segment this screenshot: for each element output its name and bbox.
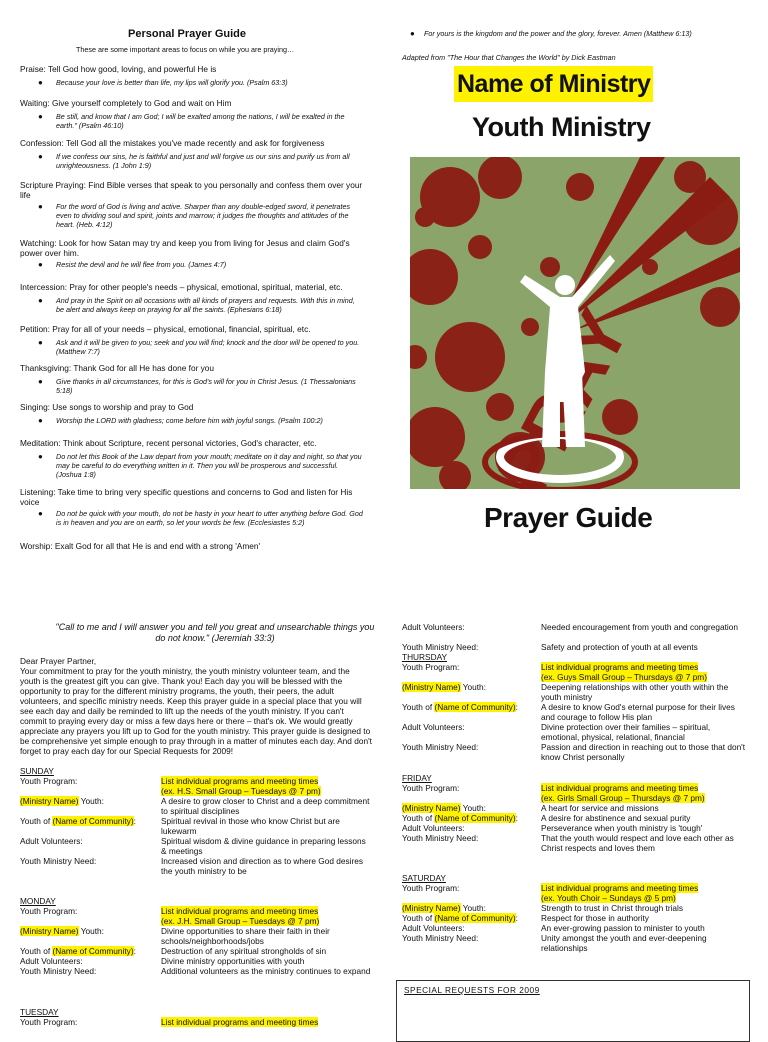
youth-of-label: Youth of [402, 702, 435, 712]
guide-item-verse: For the word of God is living and active. Sharper than any double-edged sword, it penetrates even to dividing soul and spirit, joints and marrow; it judges the thoughts and attitudes of the heart. (Heb. 4:12) [56, 202, 351, 229]
guide-item-verse: Do not let this Book of the Law depart from your mouth; meditate on it day and night, so that you may be careful to do everything written in it. Then you will be prosperous and successful. (Joshua 1:8) [56, 452, 362, 479]
youth-program-value [161, 1017, 371, 1027]
programs-note: List individual programs and meeting times [541, 662, 699, 672]
day-name: SATURDAY [402, 873, 446, 883]
colon: : [515, 913, 518, 923]
ministry-need-label: Youth Ministry Need: [402, 933, 479, 943]
ministry-name-placeholder: (Ministry Name) [20, 926, 79, 936]
youth-label: Youth: [460, 682, 486, 692]
ministry-youth-label [402, 803, 486, 813]
programs-note: List individual programs and meeting times [541, 883, 699, 893]
guide-title: Personal Prayer Guide [128, 28, 246, 40]
letter-greeting: Dear Prayer Partner, [20, 656, 97, 666]
colon: : [133, 946, 136, 956]
letter-body: Your commitment to pray for the youth ministry, the youth ministry volunteer team, and the youth is the greatest gift you can give. Thank you! Each day you will be blessed with the opportunity to pray for the different ministry programs, the youth, their peers, the adult volunteers, and specific ministry needs. Keep this prayer guide in a special place that you will see each day and daily be reminded to lift up the needs of the youth ministry. If you can't commit to praying every day or miss a few days here or there – that's ok. We would greatly appreciate any prayers you lift up to God for the youth ministry. This prayer guide is designed to be comprehensive yet simple enough to pray through in a matter of minutes each day. And don't forget to pray each day for our Special Requests for 2009! [20, 666, 372, 756]
programs-note: List individual programs and meeting times [161, 1017, 319, 1027]
youth-label: Youth: [78, 926, 104, 936]
youth-label: Youth: [78, 796, 104, 806]
adult-volunteers-label: Adult Volunteers: [20, 956, 83, 966]
ministry-youth-label [20, 796, 104, 806]
youth-program-label: Youth Program: [402, 662, 460, 672]
bullet-icon: ● [38, 377, 43, 386]
adult-volunteers-label: Adult Volunteers: [402, 923, 465, 933]
ministry-need-value: Unity amongst the youth and ever-deepening relationships [541, 933, 707, 953]
youth-program-label: Youth Program: [20, 776, 78, 786]
ministry-name-placeholder: (Ministry Name) [402, 803, 461, 813]
guide-item-heading: Confession: Tell God all the mistakes you've made recently and ask for forgiveness [20, 138, 325, 148]
colon: : [515, 702, 518, 712]
programs-example: (ex. Girls Small Group – Thursdays @ 7 pm) [541, 793, 705, 803]
youth-label: Youth: [460, 903, 486, 913]
programs-note: List individual programs and meeting times [161, 776, 319, 786]
community-placeholder: (Name of Community) [434, 913, 516, 923]
bullet-icon: ● [38, 296, 43, 305]
ministry-need-label: Youth Ministry Need: [20, 966, 97, 976]
youth-program-value [541, 783, 749, 803]
community-value: A desire to know God's eternal purpose for their lives and courage to follow His plan [541, 702, 735, 722]
day-name: MONDAY [20, 896, 56, 906]
bullet-icon: ● [410, 29, 415, 38]
community-placeholder: (Name of Community) [52, 816, 134, 826]
youth-of-label: Youth of [402, 913, 435, 923]
guide-item-verse: Ask and it will be given to you; seek and you will find; knock and the door will be opened to you. (Matthew 7:7) [56, 338, 360, 356]
bullet-icon: ● [38, 152, 43, 161]
programs-example: (ex. H.S. Small Group – Tuesdays @ 7 pm) [161, 786, 321, 796]
guide-item-verse: Resist the devil and he will flee from you. (James 4:7) [56, 260, 227, 269]
guide-item-heading: Watching: Look for how Satan may try and keep you from living for Jesus and claim God's power over him. [20, 238, 350, 258]
bullet-icon: ● [38, 416, 43, 425]
adult-volunteers-label: Adult Volunteers: [402, 823, 465, 833]
ministry-need-label: Youth Ministry Need: [20, 856, 97, 866]
guide-item-heading: Petition: Pray for all of your needs – physical, emotional, financial, spiritual, etc. [20, 324, 311, 334]
letter-quote: "Call to me and I will answer you and tell you great and unsearchable things you do not know." (Jeremiah 33:3) [55, 622, 375, 643]
ministry-youth-value: Divine opportunities to share their faith in their schools/neighborhoods/jobs [161, 926, 330, 946]
ministry-need-value: Passion and direction in reaching out to those that don't know Christ personally [541, 742, 746, 762]
community-placeholder: (Name of Community) [434, 813, 516, 823]
youth-of-label: Youth of [20, 816, 53, 826]
community-placeholder: (Name of Community) [52, 946, 134, 956]
youth-program-label: Youth Program: [402, 883, 460, 893]
guide-subtitle: These are some important areas to focus on while you are praying… [76, 45, 295, 54]
youth-program-value [161, 776, 371, 796]
community-value: A desire for abstinence and sexual purity [541, 813, 691, 823]
community-label [402, 813, 518, 823]
guide-item-verse: If we confess our sins, he is faithful and just and will forgive us our sins and purify us from all unrighteousness. (1 John 1:9) [56, 152, 350, 170]
ministry-need-value: Safety and protection of youth at all events [541, 642, 698, 652]
ministry-name-placeholder: (Ministry Name) [402, 903, 461, 913]
programs-note: List individual programs and meeting times [161, 906, 319, 916]
adult-volunteers-value: Perseverance when youth ministry is 'tough' [541, 823, 703, 833]
youth-label: Youth: [460, 803, 486, 813]
community-placeholder: (Name of Community) [434, 702, 516, 712]
colon: : [515, 813, 518, 823]
ministry-need-value: That the youth would respect and love each other as Christ respects and loves them [541, 833, 734, 853]
programs-note: List individual programs and meeting times [541, 783, 699, 793]
adult-volunteers-value: Needed encouragement from youth and congregation [541, 622, 738, 632]
ministry-name: Name of Ministry [454, 66, 653, 102]
community-label [402, 702, 518, 712]
programs-example: (ex. Youth Choir – Sundays @ 5 pm) [541, 893, 676, 903]
bullet-icon: ● [38, 78, 43, 87]
bullet-icon: ● [38, 202, 43, 211]
community-value: Respect for those in authority [541, 913, 649, 923]
ministry-youth-value: Deepening relationships with other youth within the youth ministry [541, 682, 729, 702]
guide-item-heading: Listening: Take time to bring very specific questions and concerns to God and listen for His voice [20, 487, 353, 507]
guide-item-heading: Singing: Use songs to worship and pray to God [20, 402, 194, 412]
ministry-need-label: Youth Ministry Need: [402, 742, 479, 752]
programs-example: (ex. Guys Small Group – Thursdays @ 7 pm) [541, 672, 707, 682]
guide-item-heading: Scripture Praying: Find Bible verses that speak to you personally and confess them over your life [20, 180, 363, 200]
adult-volunteers-label: Adult Volunteers: [20, 836, 83, 846]
adult-volunteers-value: An ever-growing passion to minister to youth [541, 923, 705, 933]
special-requests-box [396, 980, 750, 1042]
youth-program-label: Youth Program: [20, 906, 78, 916]
youth-program-label: Youth Program: [402, 783, 460, 793]
ministry-name-placeholder: (Ministry Name) [402, 682, 461, 692]
day-name: FRIDAY [402, 773, 432, 783]
adapted-from: Adapted from "The Hour that Changes the World" by Dick Eastman [402, 53, 616, 62]
ministry-need-label: Youth Ministry Need: [402, 642, 479, 652]
day-name: SUNDAY [20, 766, 54, 776]
colon: : [133, 816, 136, 826]
bullet-icon: ● [38, 338, 43, 347]
guide-item-verse: Do not be quick with your mouth, do not be hasty in your heart to utter anything before God. God is in heaven and you are on earth, so let your words be few. (Ecclesiastes 5:2) [56, 509, 363, 527]
day-name: THURSDAY [402, 652, 448, 662]
community-value: Destruction of any spiritual strongholds of sin [161, 946, 327, 956]
guide-item-verse: Because your love is better than life, my lips will glorify you. (Psalm 63:3) [56, 78, 288, 87]
community-label [20, 946, 136, 956]
ministry-youth-label [20, 926, 104, 936]
community-label [20, 816, 136, 826]
special-requests-title: SPECIAL REQUESTS FOR 2009 [404, 985, 540, 995]
ministry-youth-value: A desire to grow closer to Christ and a deep commitment to spiritual disciplines [161, 796, 370, 816]
bullet-icon: ● [38, 112, 43, 121]
youth-program-value [161, 906, 371, 926]
guide-item-heading: Meditation: Think about Scripture, recent personal victories, God's character, etc. [20, 438, 317, 448]
cover-illustration [410, 157, 740, 489]
ministry-name-placeholder: (Ministry Name) [20, 796, 79, 806]
bullet-icon: ● [38, 260, 43, 269]
guide-item-verse: Be still, and know that I am God; I will be exalted among the nations, I will be exalted in the earth." (Psalm 46:10) [56, 112, 345, 130]
adult-volunteers-label: Adult Volunteers: [402, 622, 465, 632]
guide-item-heading: Praise: Tell God how good, loving, and powerful He is [20, 64, 217, 74]
day-name: TUESDAY [20, 1007, 59, 1017]
adult-volunteers-value: Divine ministry opportunities with youth [161, 956, 305, 966]
adult-volunteers-value: Divine protection over their families – spiritual, emotional, physical, relational, financial [541, 722, 711, 742]
guide-item-verse: And pray in the Spirit on all occasions with all kinds of prayers and requests. With this in mind, be alert and always keep on praying for all the saints. (Ephesians 6:18) [56, 296, 355, 314]
programs-example: (ex. J.H. Small Group – Tuesdays @ 7 pm) [161, 916, 320, 926]
cover-verse-text: For yours is the kingdom and the power and the glory, forever. Amen (Matthew 6:13) [424, 29, 692, 38]
ministry-youth-label [402, 682, 486, 692]
bullet-icon: ● [38, 509, 43, 518]
guide-item-heading: Worship: Exalt God for all that He is and end with a strong 'Amen' [20, 541, 261, 551]
youth-program-value [541, 883, 749, 903]
youth-program-value [541, 662, 749, 682]
community-label [402, 913, 518, 923]
guide-item-heading: Waiting: Give yourself completely to God and wait on Him [20, 98, 232, 108]
ministry-need-value: Increased vision and direction as to where God desires the youth ministry to be [161, 856, 364, 876]
community-value: Spiritual revival in those who know Christ but are lukewarm [161, 816, 340, 836]
youth-program-label: Youth Program: [20, 1017, 78, 1027]
ministry-youth-value: Strength to trust in Christ through trials [541, 903, 684, 913]
cover-image [410, 157, 740, 489]
youth-of-label: Youth of [402, 813, 435, 823]
guide-item-verse: Give thanks in all circumstances, for this is God's will for you in Christ Jesus. (1 Thessalonians 5:18) [56, 377, 356, 395]
youth-ministry-title: Youth Ministry [472, 112, 651, 142]
ministry-need-label: Youth Ministry Need: [402, 833, 479, 843]
ministry-need-value: Additional volunteers as the ministry continues to expand [161, 966, 371, 976]
bullet-icon: ● [38, 452, 43, 461]
ministry-youth-label [402, 903, 486, 913]
prayer-guide-title: Prayer Guide [484, 502, 653, 533]
adult-volunteers-label: Adult Volunteers: [402, 722, 465, 732]
adult-volunteers-value: Spiritual wisdom & divine guidance in preparing lessons & meetings [161, 836, 366, 856]
guide-item-verse: Worship the LORD with gladness; come before him with joyful songs. (Psalm 100:2) [56, 416, 323, 425]
youth-of-label: Youth of [20, 946, 53, 956]
guide-item-heading: Intercession: Pray for other people's needs – physical, emotional, spiritual, material, etc. [20, 282, 343, 292]
ministry-youth-value: A heart for service and missions [541, 803, 659, 813]
guide-item-heading: Thanksgiving: Thank God for all He has done for you [20, 363, 215, 373]
